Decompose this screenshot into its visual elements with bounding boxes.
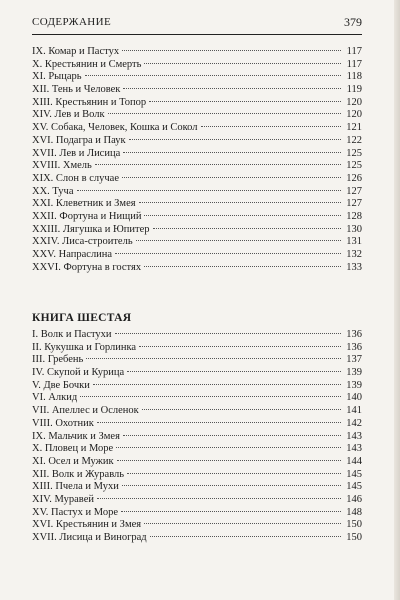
- entry-title: XVI. Крестьянин и Змея: [32, 519, 142, 531]
- entry-page-number: 132: [346, 249, 362, 260]
- dot-leader: [121, 511, 341, 512]
- dot-leader: [115, 253, 341, 254]
- entry-page-number: 125: [346, 147, 362, 159]
- entry-title: VIII. Охотник: [32, 417, 94, 429]
- entry-page-number: 131: [346, 236, 362, 248]
- entry-page-number: 148: [346, 506, 362, 518]
- entry-page-number: 150: [346, 519, 362, 531]
- dot-leader: [85, 75, 341, 76]
- dot-leader: [117, 460, 341, 461]
- dot-leader: [86, 358, 341, 359]
- toc-list: [32, 46, 362, 274]
- entry-page-number: 122: [346, 134, 362, 146]
- toc-entry: [32, 532, 362, 545]
- entry-title: XV. Пастух и Море: [32, 506, 119, 518]
- entry-page-number: 146: [346, 493, 362, 505]
- entry-page-number: 150: [346, 532, 362, 543]
- toc-entry: [32, 469, 362, 482]
- toc-entry: [32, 418, 362, 431]
- entry-title: XXII. Фортуна и Нищий: [32, 210, 142, 222]
- toc-entry: [32, 329, 362, 342]
- dot-leader: [201, 126, 341, 127]
- page-header: [32, 12, 362, 35]
- dot-leader: [153, 228, 342, 229]
- entry-page-number: 145: [346, 481, 362, 493]
- entry-page-number: 143: [346, 443, 362, 455]
- entry-page-number: 142: [346, 417, 362, 429]
- entry-title: XII. Тень и Человек: [32, 84, 121, 96]
- entry-page-number: 133: [346, 261, 362, 273]
- entry-page-number: 139: [346, 367, 362, 379]
- entry-page-number: 130: [346, 223, 362, 235]
- running-title: СОДЕРЖАНИЕ: [32, 16, 112, 28]
- toc-entry: [32, 456, 362, 469]
- entry-page-number: 126: [346, 172, 362, 184]
- toc-entry: [32, 507, 362, 520]
- entry-title: IV. Скупой и Курица: [32, 367, 125, 379]
- dot-leader: [97, 498, 341, 499]
- entry-page-number: 145: [346, 468, 362, 480]
- entry-title: V. Две Бочки: [32, 379, 90, 391]
- entry-page-number: 136: [346, 341, 362, 353]
- dot-leader: [123, 88, 341, 89]
- entry-page-number: 127: [346, 198, 362, 210]
- toc-entry: [32, 109, 362, 122]
- toc-entry: [32, 46, 362, 59]
- entry-title: XIV. Лев и Волк: [32, 109, 105, 121]
- toc-entry: [32, 186, 362, 199]
- entry-title: XIII. Крестьянин и Топор: [32, 96, 147, 108]
- page-edge-shadow: [394, 0, 400, 600]
- toc-entry: [32, 262, 362, 275]
- dot-leader: [127, 371, 341, 372]
- entry-page-number: 143: [346, 430, 362, 442]
- toc-entry: [32, 122, 362, 135]
- toc-entry: [32, 249, 362, 262]
- entry-page-number: 136: [346, 329, 362, 340]
- entry-page-number: 119: [346, 84, 362, 96]
- entry-title: XVII. Лисица и Виноград: [32, 532, 147, 543]
- entry-page-number: 141: [346, 405, 362, 417]
- toc-entry: [32, 173, 362, 186]
- toc-entry: [32, 97, 362, 110]
- entry-title: XI. Рыцарь: [32, 71, 82, 83]
- entry-title: XIX. Слон в случае: [32, 172, 119, 184]
- dot-leader: [108, 113, 341, 114]
- entry-title: XIV. Муравей: [32, 493, 94, 505]
- entry-title: XVIII. Хмель: [32, 160, 92, 172]
- dot-leader: [136, 240, 341, 241]
- entry-page-number: 137: [346, 354, 362, 366]
- dot-leader: [97, 422, 341, 423]
- entry-title: XVII. Лев и Лисица: [32, 147, 121, 159]
- toc-entry: [32, 380, 362, 393]
- entry-page-number: 139: [346, 379, 362, 391]
- toc-section-continued: [32, 46, 362, 274]
- dot-leader: [150, 536, 341, 537]
- dot-leader: [123, 152, 341, 153]
- dot-leader: [122, 177, 341, 178]
- toc-entry: [32, 367, 362, 380]
- entry-title: I. Волк и Пастухи: [32, 329, 112, 340]
- entry-page-number: 125: [346, 160, 362, 172]
- dot-leader: [77, 190, 342, 191]
- entry-title: XXIV. Лиса-строитель: [32, 236, 133, 248]
- entry-title: VI. Алкид: [32, 392, 78, 404]
- entry-title: XX. Туча: [32, 185, 74, 197]
- toc-entry: [32, 135, 362, 148]
- toc-section-book-six: [32, 310, 362, 545]
- entry-title: XXIII. Лягушка и Юпитер: [32, 223, 150, 235]
- entry-page-number: 140: [346, 392, 362, 404]
- entry-title: XXV. Напраслина: [32, 249, 113, 260]
- toc-entry: [32, 443, 362, 456]
- entry-title: X. Крестьянин и Смерть: [32, 58, 142, 70]
- dot-leader: [139, 346, 341, 347]
- entry-page-number: 121: [346, 122, 362, 134]
- entry-title: IX. Мальчик и Змея: [32, 430, 120, 442]
- entry-title: XXI. Клеветник и Змея: [32, 198, 136, 210]
- dot-leader: [115, 333, 341, 334]
- entry-page-number: 120: [346, 109, 362, 121]
- dot-leader: [122, 485, 341, 486]
- toc-list: [32, 329, 362, 545]
- entry-title: XV. Собака, Человек, Кошка и Сокол: [32, 122, 198, 134]
- dot-leader: [122, 50, 341, 51]
- entry-title: X. Пловец и Море: [32, 443, 114, 455]
- toc-entry: [32, 342, 362, 355]
- toc-entry: [32, 59, 362, 72]
- entry-title: III. Гребень: [32, 354, 84, 366]
- toc-entry: [32, 481, 362, 494]
- toc-entry: [32, 224, 362, 237]
- entry-title: XI. Осел и Мужик: [32, 455, 114, 467]
- dot-leader: [139, 202, 341, 203]
- dot-leader: [129, 139, 341, 140]
- entry-page-number: 120: [346, 96, 362, 108]
- toc-entry: [32, 160, 362, 173]
- toc-entry: [32, 148, 362, 161]
- dot-leader: [127, 473, 341, 474]
- toc-entry: [32, 84, 362, 97]
- toc-entry: [32, 392, 362, 405]
- toc-entry: [32, 211, 362, 224]
- entry-page-number: 118: [346, 71, 362, 83]
- dot-leader: [149, 101, 341, 102]
- toc-entry: [32, 354, 362, 367]
- dot-leader: [144, 266, 341, 267]
- toc-entry: [32, 494, 362, 507]
- toc-entry: [32, 236, 362, 249]
- entry-page-number: 117: [346, 58, 362, 70]
- dot-leader: [123, 435, 341, 436]
- entry-title: XXVI. Фортуна в гостях: [32, 261, 142, 273]
- entry-page-number: 128: [346, 210, 362, 222]
- toc-entry: [32, 519, 362, 532]
- dot-leader: [144, 215, 341, 216]
- entry-title: XII. Волк и Журавль: [32, 468, 125, 480]
- toc-entry: [32, 431, 362, 444]
- entry-page-number: 117: [346, 46, 362, 57]
- entry-title: XIII. Пчела и Мухи: [32, 481, 119, 493]
- entry-title: XVI. Подагра и Паук: [32, 134, 126, 146]
- entry-page-number: 127: [346, 185, 362, 197]
- dot-leader: [80, 396, 341, 397]
- page-number: 379: [344, 15, 362, 29]
- entry-title: II. Кукушка и Горлинка: [32, 341, 137, 353]
- toc-entry: [32, 71, 362, 84]
- dot-leader: [144, 63, 341, 64]
- dot-leader: [144, 523, 341, 524]
- toc-entry: [32, 405, 362, 418]
- dot-leader: [142, 409, 341, 410]
- entry-page-number: 144: [346, 455, 362, 467]
- dot-leader: [116, 447, 341, 448]
- section-heading: КНИГА ШЕСТАЯ: [32, 312, 132, 324]
- dot-leader: [93, 384, 341, 385]
- entry-title: VII. Апеллес и Осленок: [32, 405, 139, 417]
- toc-entry: [32, 198, 362, 211]
- dot-leader: [95, 164, 341, 165]
- entry-title: IX. Комар и Пастух: [32, 46, 120, 57]
